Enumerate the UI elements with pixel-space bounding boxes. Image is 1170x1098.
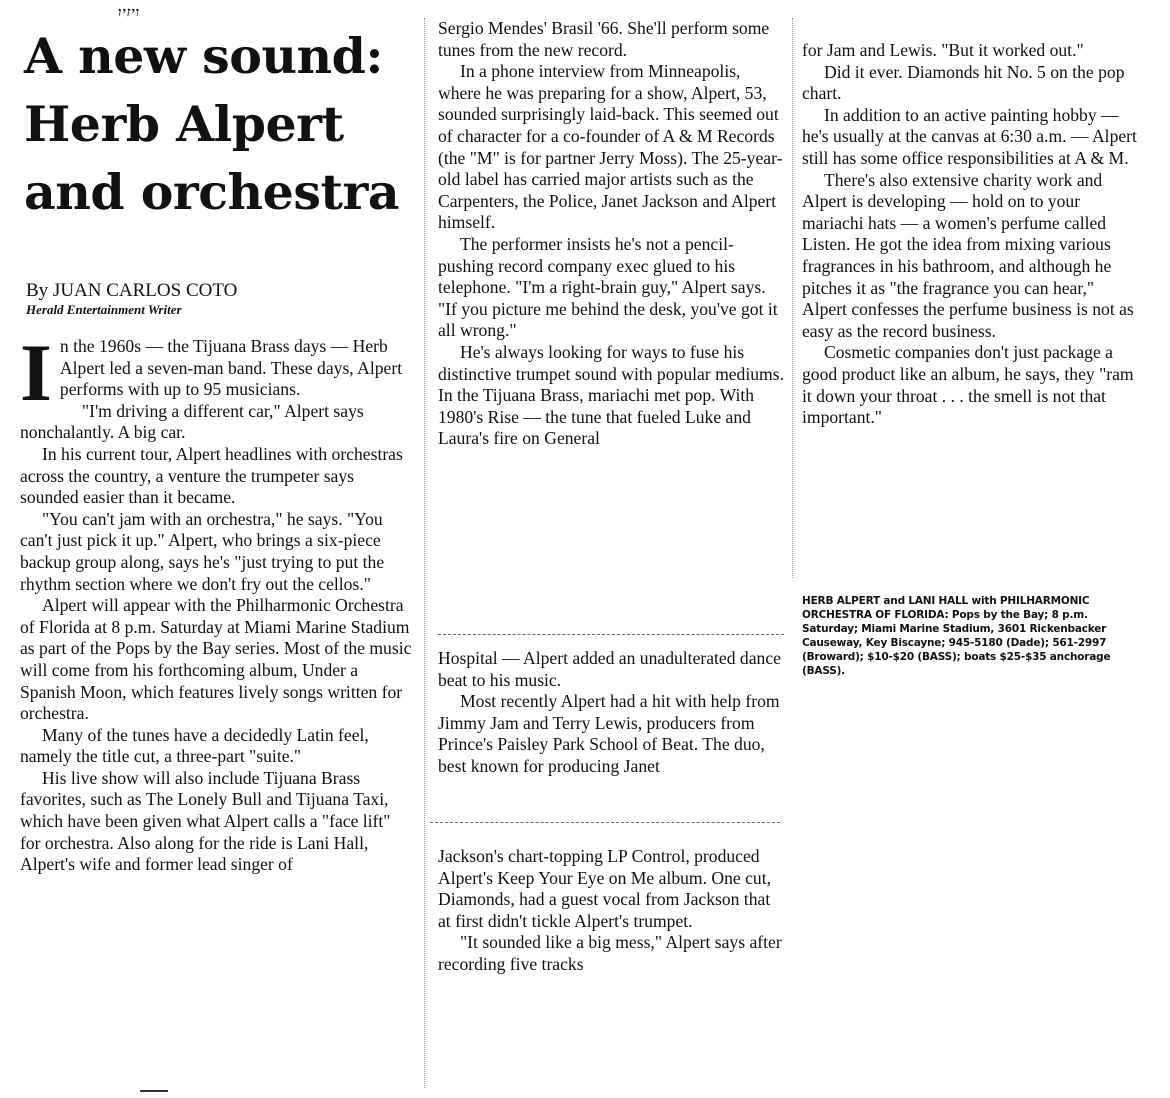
section-divider	[438, 634, 784, 635]
paragraph: Hospital — Alpert added an unadulterated dance beat to his music.	[438, 648, 781, 690]
event-info-box: HERB ALPERT and LANI HALL with PHILHARMONIC ORCHESTRA OF FLORIDA: Pops by the Bay; 8 p.m. Saturday; Miami Marine Stadium, 3601 Rickenbacker Causeway, Key Biscayne; 945-5180 (Dade); 561-2997 (Broward); $10-$20 (BASS); boats $25-$35 anchorage (BASS).	[802, 595, 1111, 677]
paragraph: In addition to an active painting hobby — he's usually at the canvas at 6:30 a.m. — Alpert still has some office responsibilities at A & M.	[802, 104, 1137, 168]
paragraph: The performer insists he's not a pencil-pushing record company exec glued to his telephone. "I'm a right-brain guy," Alpert says. "If you picture me behind the desk, you've got it all wrong."	[438, 233, 778, 341]
paragraph: His live show will also include Tijuana Brass favorites, such as The Lonely Bull and Tijuana Taxi, which have been given what Alpert calls a "face lift" for orchestra. Also along for the ride is Lani Hall, Alpert's wife and former lead singer of	[20, 767, 391, 875]
paragraph: In a phone interview from Minneapolis, where he was preparing for a show, Alpert, 53, sounded surprisingly laid-back. This seemed out of character for a co-founder of A & M Records (the "M" is for partner Jerry Moss). The 25-year-old label has carried major artists such as the Carpenters, the Police, Janet Jackson and Alpert himself.	[438, 61, 783, 233]
paragraph: "I'm driving a different car," Alpert says nonchalantly. A big car.	[20, 400, 364, 443]
paragraph: for Jam and Lewis. "But it worked out."	[802, 40, 1084, 60]
column-divider	[792, 18, 793, 578]
author-affiliation: Herald Entertainment Writer	[26, 302, 182, 317]
article-column-2-bottom	[438, 846, 784, 976]
lead-paragraph	[20, 327, 412, 418]
paragraph: Did it ever. Diamonds hit No. 5 on the pop chart.	[802, 61, 1125, 104]
article-column-1	[20, 327, 412, 876]
paragraph: Jackson's chart-topping LP Control, produced Alpert's Keep Your Eye on Me album. One cut, Diamonds, had a guest vocal from Jackson that at first didn't tickle Alpert's trumpet.	[438, 846, 771, 931]
article-column-3	[802, 40, 1142, 429]
paragraph: He's always looking for ways to fuse his distinctive trumpet sound with popular mediums. In the Tijuana Brass, mariachi met pop. With 1980's Rise — the tune that fueled Luke and Laura's fire on General	[438, 341, 784, 449]
paragraph: "It sounded like a big mess," Alpert says after recording five tracks	[438, 932, 782, 974]
paragraph: Alpert will appear with the Philharmonic Orchestra of Florida at 8 p.m. Saturday at Miami Marine Stadium as part of the Pops by the Bay series. Most of the music will come from his forthcoming album, Under a Spanish Moon, which features lively songs written for orchestra.	[20, 595, 412, 724]
paragraph: There's also extensive charity work and Alpert is developing — hold on to your mariachi hats — a women's perfume called Listen. He got the idea from mixing various fragrances in his bathroom, and although he pitches it as "the fragrance you can hear," Alpert confesses the perfume business is not as easy as the record business.	[802, 169, 1134, 341]
paragraph: Sergio Mendes' Brasil '66. She'll perform some tunes from the new record.	[438, 18, 770, 60]
paragraph-text: n the 1960s — the Tijuana Brass days — Herb Alpert led a seven-man band. These days, Alpert performs with up to 95 musicians.	[59, 336, 403, 400]
paragraph: "You can't jam with an orchestra," he says. "You can't just pick it up." Alpert, who brings a six-piece backup group along, says he's "just trying to put the rhythm section where we don't fry out the cellos."	[20, 508, 385, 594]
section-divider	[430, 822, 780, 823]
corner-handwritten-mark: ויזיו	[118, 5, 141, 20]
headline: A new sound: Herb Alpert and orchestra	[24, 27, 400, 221]
column-divider	[424, 18, 425, 1088]
paragraph: Many of the tunes have a decidedly Latin feel, namely the title cut, a three-part "suite."	[20, 724, 369, 767]
paragraph: In his current tour, Alpert headlines with orchestras across the country, a venture the trumpeter says sounded easier than it became.	[20, 443, 403, 508]
byline: By JUAN CARLOS COTO	[26, 280, 238, 301]
footer-rule	[140, 1090, 168, 1092]
article-column-2-top	[438, 18, 784, 450]
article-column-2-middle	[438, 648, 784, 778]
paragraph: Cosmetic companies don't just package a good product like an album, he says, they "ram it down your throat . . . the smell is not that important."	[802, 342, 1134, 428]
paragraph: Most recently Alpert had a hit with help from Jimmy Jam and Terry Lewis, producers from Prince's Paisley Park School of Beat. The duo, best known for producing Janet	[438, 691, 780, 776]
drop-cap: I	[20, 327, 52, 418]
